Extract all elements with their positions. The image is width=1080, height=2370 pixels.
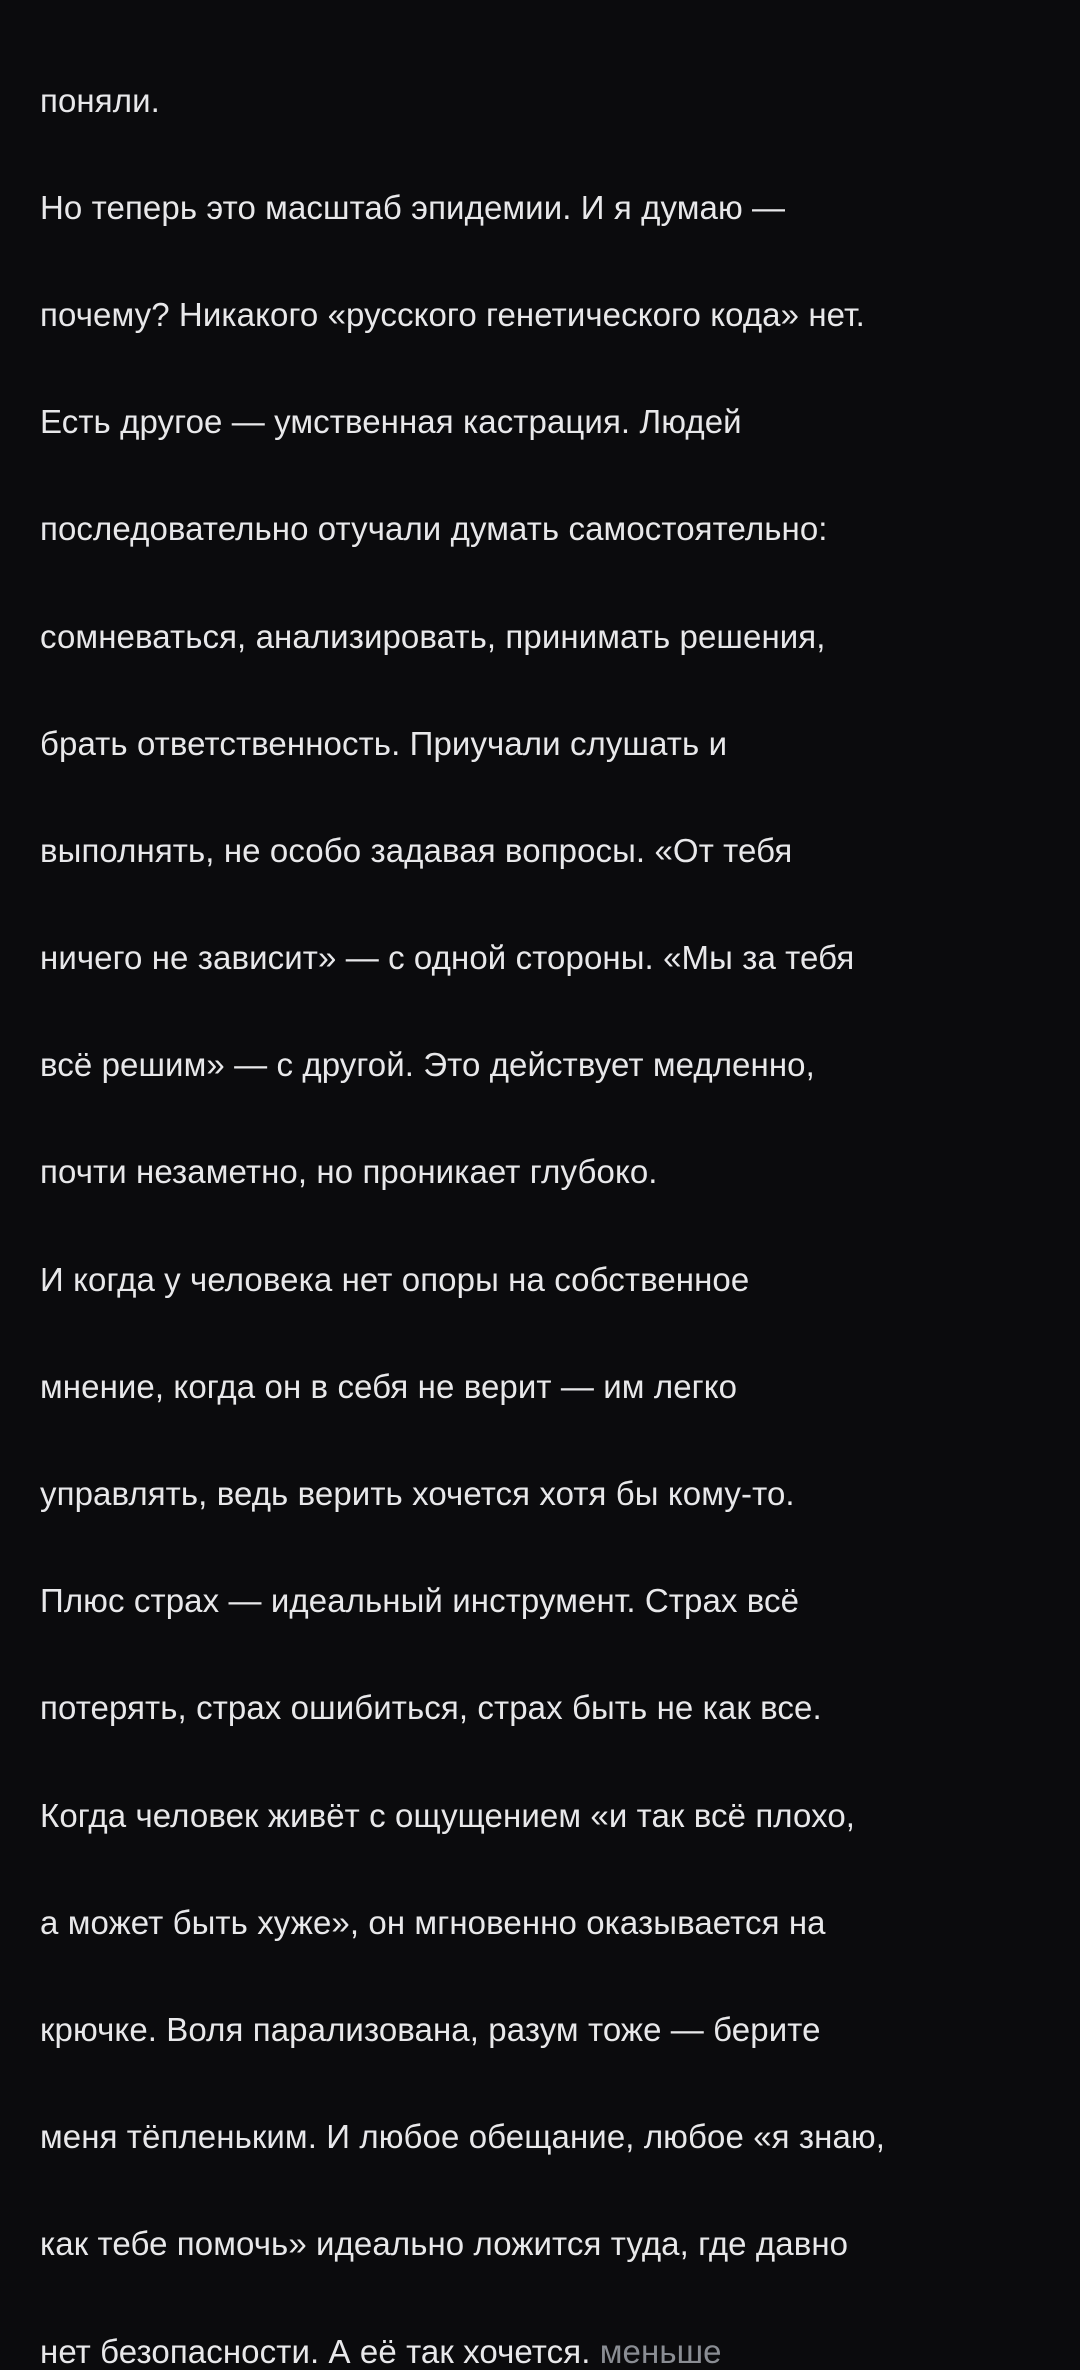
post-line: поняли. xyxy=(40,81,160,119)
post-line: Но теперь это масштаб эпидемии. И я думаю — xyxy=(40,188,786,226)
post-line: последовательно отучали думать самостоятельно: xyxy=(40,510,828,548)
post-line: крючке. Воля парализована, разум тоже — берите xyxy=(40,2010,821,2048)
post-line: сомневаться, анализировать, принимать решения, xyxy=(40,617,826,655)
post-line: всё решим» — с другой. Это действует медленно, xyxy=(40,1046,815,1084)
post-line-last xyxy=(40,2325,1060,2370)
show-less-link[interactable]: меньше xyxy=(599,2332,722,2370)
post-line: как тебе помочь» идеально ложится туда, где давно xyxy=(40,2225,849,2263)
post-line: почти незаметно, но проникает глубоко. xyxy=(40,1153,658,1191)
post-line: Плюс страх — идеальный инструмент. Страх всё xyxy=(40,1582,800,1620)
post-text xyxy=(40,20,1060,2370)
post-line: почему? Никакого «русского генетического кода» нет. xyxy=(40,295,865,333)
post-line: Есть другое — умственная кастрация. Людей xyxy=(40,403,742,441)
post-line: выполнять, не особо задавая вопросы. «От тебя xyxy=(40,831,793,869)
post-line: потерять, страх ошибиться, страх быть не как все. xyxy=(40,1689,822,1727)
post-line: а может быть хуже», он мгновенно оказывается на xyxy=(40,1903,826,1941)
post-line: ничего не зависит» — с одной стороны. «Мы за тебя xyxy=(40,939,855,977)
post-line: И когда у человека нет опоры на собственное xyxy=(40,1260,750,1298)
post-line: Когда человек живёт с ощущением «и так всё плохо, xyxy=(40,1796,856,1834)
post-line: меня тёпленьким. И любое обещание, любое «я знаю, xyxy=(40,2118,886,2156)
post-line-last-text: нет безопасности. А её так хочется. xyxy=(40,2332,591,2370)
post-line: мнение, когда он в себя не верит — им легко xyxy=(40,1367,738,1405)
post-line: управлять, ведь верить хочется хотя бы кому-то. xyxy=(40,1475,795,1513)
post-line: брать ответственность. Приучали слушать и xyxy=(40,724,728,762)
